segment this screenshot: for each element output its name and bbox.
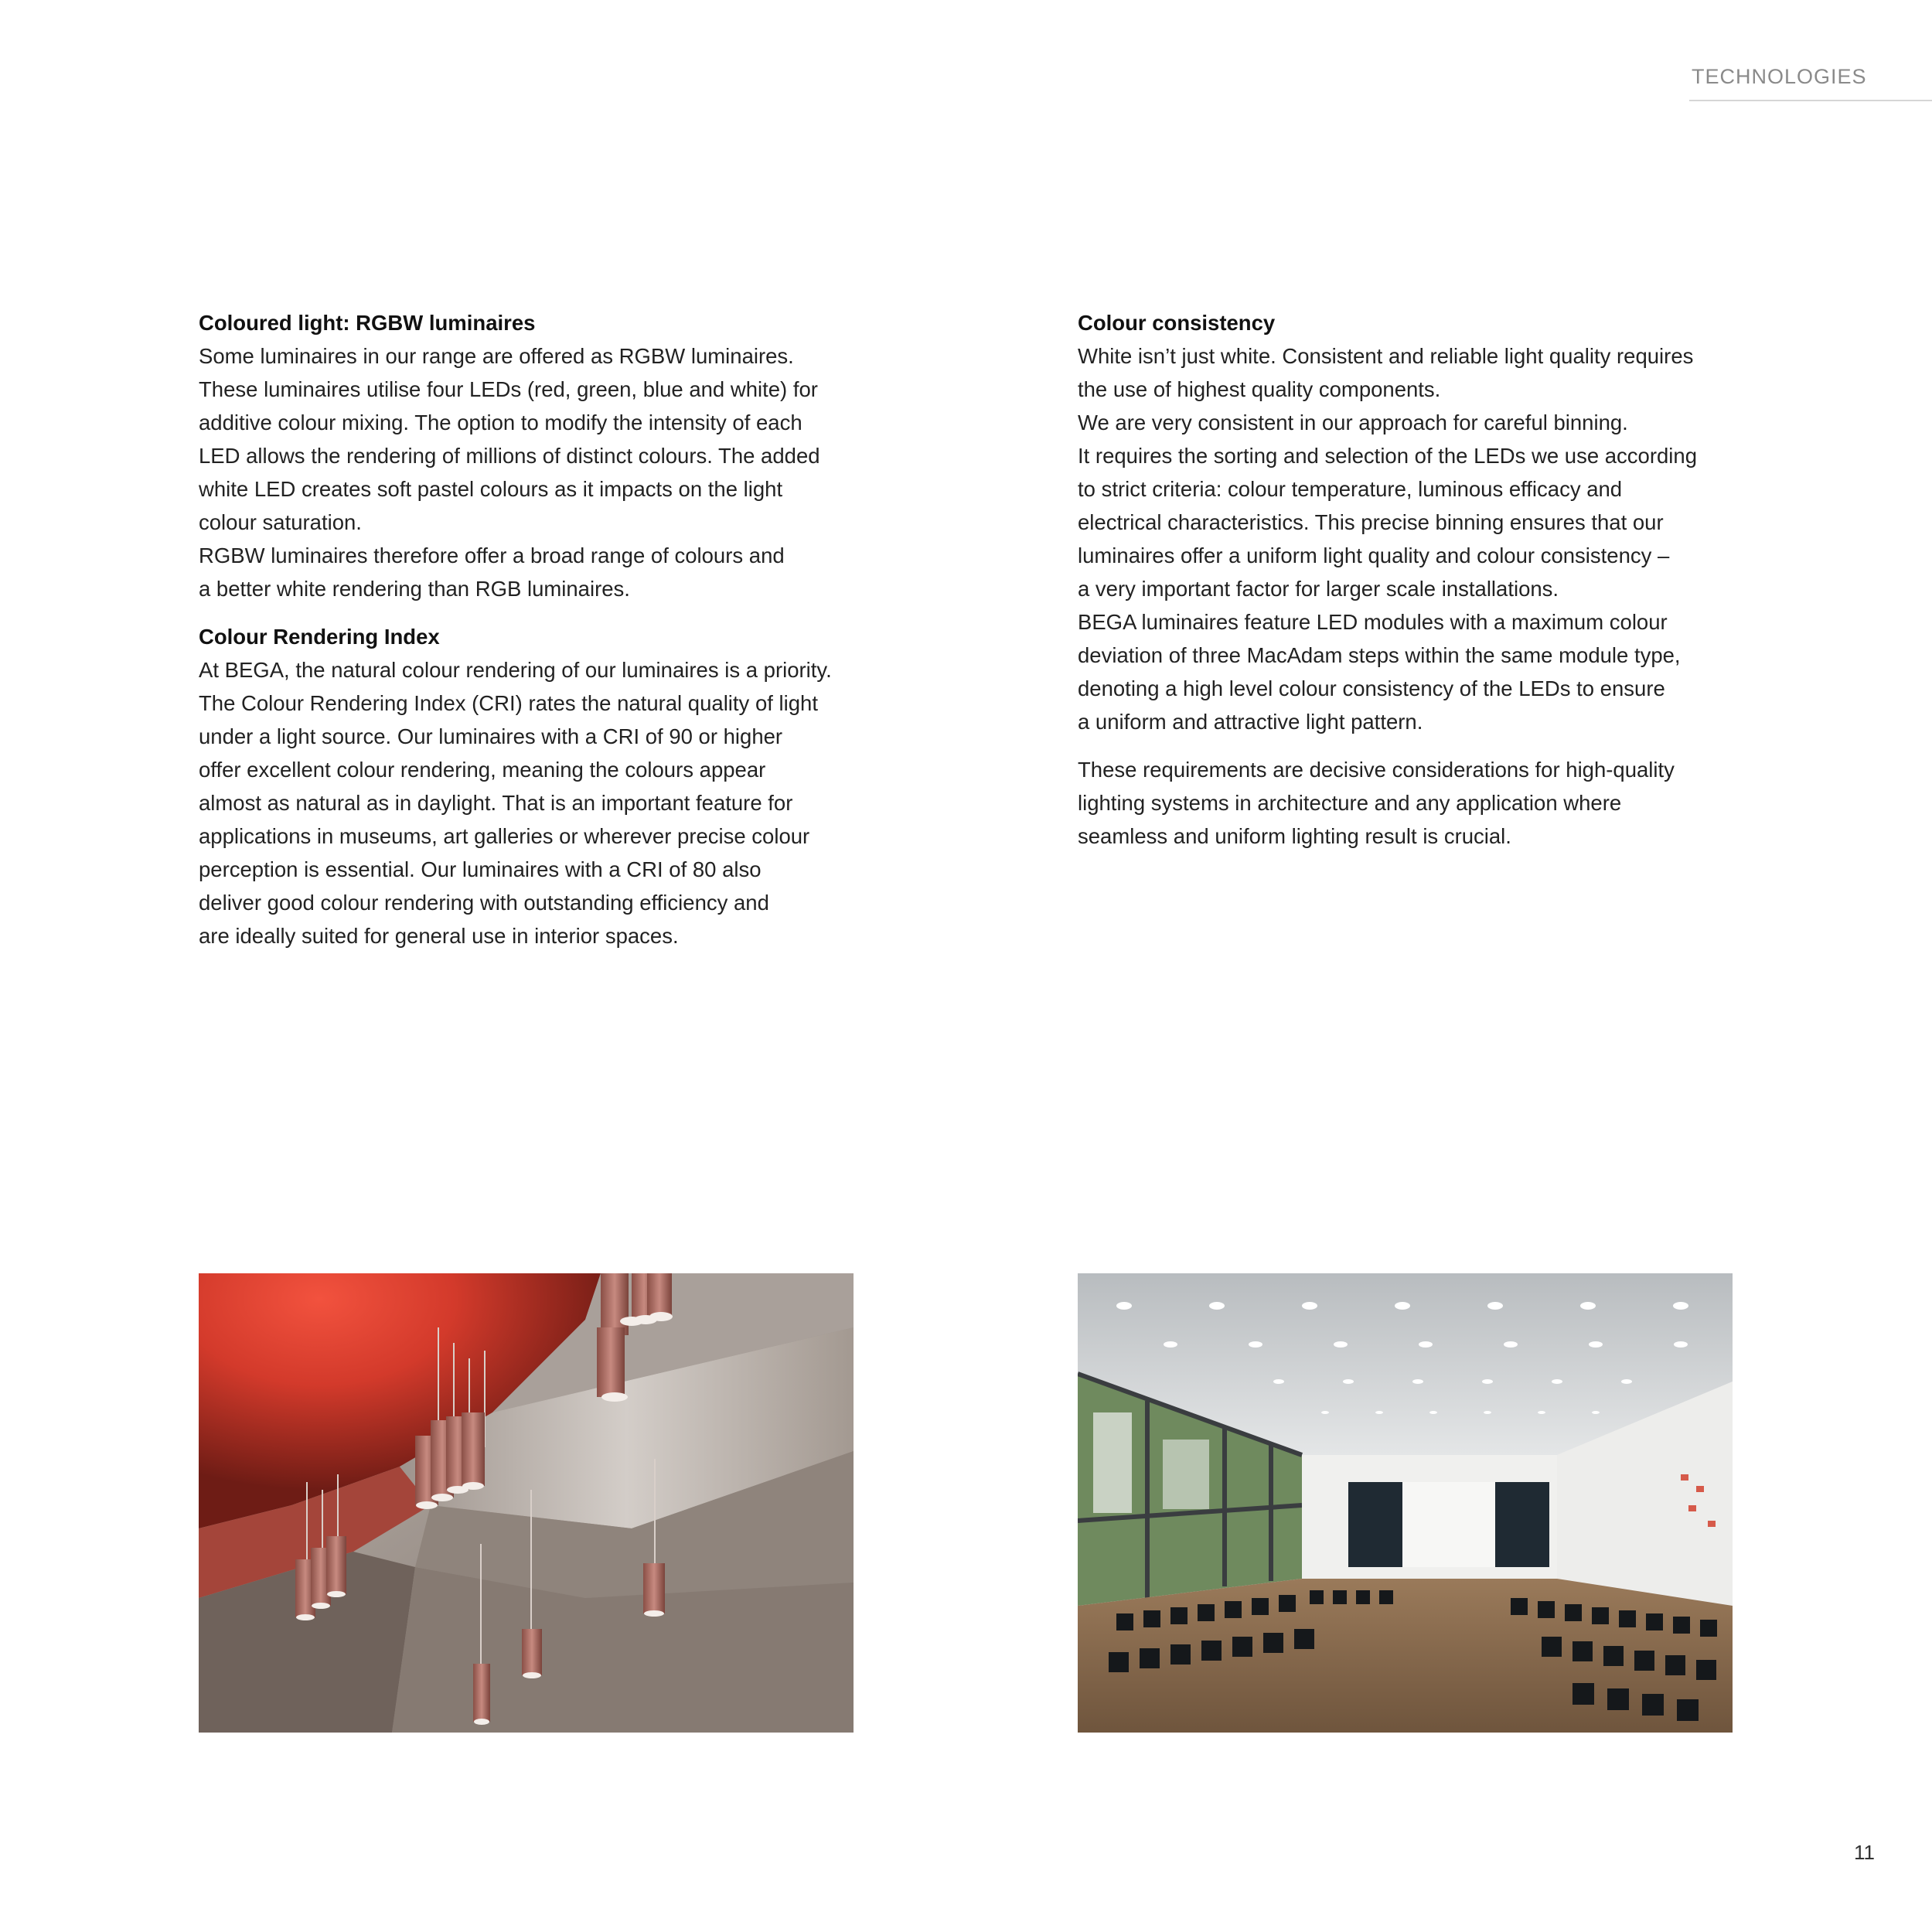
text-line: offer excellent colour rendering, meaning the colours appear xyxy=(199,758,766,782)
text-line: BEGA luminaires feature LED modules with a maximum colour xyxy=(1078,610,1668,634)
text-line: luminaires offer a uniform light quality and colour consistency – xyxy=(1078,543,1670,567)
right-text-column xyxy=(1078,306,1743,853)
colour-consistency-heading: Colour consistency xyxy=(1078,311,1276,335)
text-line: electrical characteristics. This precise binning ensures that our xyxy=(1078,510,1664,534)
cri-heading: Colour Rendering Index xyxy=(199,625,440,649)
text-line: denoting a high level colour consistency of the LEDs to ensure xyxy=(1078,676,1665,700)
text-line: are ideally suited for general use in interior spaces. xyxy=(199,924,679,948)
text-line: the use of highest quality components. xyxy=(1078,377,1441,401)
text-line: lighting systems in architecture and any application where xyxy=(1078,791,1622,815)
page-number: 11 xyxy=(1854,1841,1875,1864)
text-line: a better white rendering than RGB luminaires. xyxy=(199,577,630,601)
text-line: almost as natural as in daylight. That is an important feature for xyxy=(199,791,793,815)
cri-paragraph xyxy=(199,653,864,952)
text-line: The Colour Rendering Index (CRI) rates the natural quality of light xyxy=(199,691,818,715)
text-line: perception is essential. Our luminaires with a CRI of 80 also xyxy=(199,857,762,881)
auditorium-photo xyxy=(1078,1273,1733,1733)
text-line: white LED creates soft pastel colours as it impacts on the light xyxy=(199,477,783,501)
text-line: deviation of three MacAdam steps within the same module type, xyxy=(1078,643,1681,667)
text-line: additive colour mixing. The option to modify the intensity of each xyxy=(199,411,802,434)
text-line: LED allows the rendering of millions of distinct colours. The added xyxy=(199,444,820,468)
text-line: It requires the sorting and selection of the LEDs we use according xyxy=(1078,444,1698,468)
text-line: Some luminaires in our range are offered as RGBW luminaires. xyxy=(199,344,794,368)
rgbw-heading: Coloured light: RGBW luminaires xyxy=(199,311,536,335)
text-line: These requirements are decisive considerations for high-quality xyxy=(1078,758,1675,782)
section-divider xyxy=(1689,100,1932,101)
text-line: White isn’t just white. Consistent and reliable light quality requires xyxy=(1078,344,1694,368)
text-line: These luminaires utilise four LEDs (red, green, blue and white) for xyxy=(199,377,818,401)
rgbw-ceiling-photo xyxy=(199,1273,854,1733)
section-label: TECHNOLOGIES xyxy=(1692,65,1867,88)
text-line: seamless and uniform lighting result is crucial. xyxy=(1078,824,1511,848)
text-line: under a light source. Our luminaires with a CRI of 90 or higher xyxy=(199,724,783,748)
text-line: to strict criteria: colour temperature, luminous efficacy and xyxy=(1078,477,1623,501)
colour-consistency-paragraph xyxy=(1078,339,1743,738)
text-line: At BEGA, the natural colour rendering of our luminaires is a priority. xyxy=(199,658,832,682)
rgbw-paragraph xyxy=(199,339,864,605)
requirements-paragraph xyxy=(1078,753,1743,853)
text-line: applications in museums, art galleries or wherever precise colour xyxy=(199,824,810,848)
text-line: a very important factor for larger scale installations. xyxy=(1078,577,1559,601)
left-text-column xyxy=(199,306,864,952)
text-line: a uniform and attractive light pattern. xyxy=(1078,710,1423,734)
text-line: RGBW luminaires therefore offer a broad range of colours and xyxy=(199,543,785,567)
text-line: deliver good colour rendering with outstanding efficiency and xyxy=(199,891,769,915)
text-line: colour saturation. xyxy=(199,510,362,534)
text-line: We are very consistent in our approach for careful binning. xyxy=(1078,411,1628,434)
